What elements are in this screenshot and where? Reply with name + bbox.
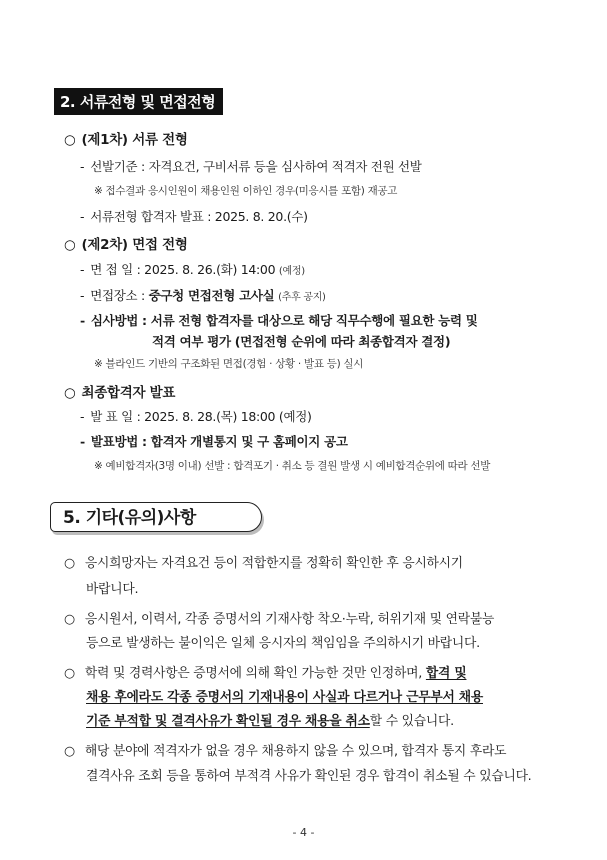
second-stage-heading: ○ (제2차) 면접 전형: [64, 237, 188, 253]
circle-bullet-icon: ○: [64, 666, 75, 681]
circle-bullet-icon: ○: [64, 744, 75, 759]
notice-4-line1: ○ 해당 분야에 적격자가 없을 경우 채용하지 않을 수 있으며, 합격자 통지 후라도: [64, 744, 507, 759]
section-2-header: 2. 서류전형 및 면접전형: [54, 88, 223, 115]
notice-1-line2: 바랍니다.: [86, 582, 139, 597]
notice-4-line2: 결격사유 조회 등을 통하여 부적격 사유가 확인된 경우 합격이 취소될 수 있습니다.: [86, 769, 532, 784]
circle-bullet-icon: ○: [64, 237, 76, 253]
interview-date: - 면 접 일 : 2025. 8. 26.(화) 14:00 (예정): [80, 262, 305, 277]
notice-1-line1: ○ 응시희망자는 자격요건 등이 적합한지를 정확히 확인한 후 응시하시기: [64, 556, 463, 571]
circle-bullet-icon: ○: [64, 132, 76, 148]
page-number: - 4 -: [292, 826, 315, 839]
first-stage-heading: ○ (제1차) 서류 전형: [64, 132, 188, 148]
final-result-heading: ○ 최종합격자 발표: [64, 385, 176, 401]
circle-bullet-icon: ○: [64, 385, 76, 401]
notice-3-line3: 기준 부적합 및 결격사유가 확인될 경우 채용을 취소할 수 있습니다.: [86, 714, 454, 729]
notice-2-line2: 등으로 발생하는 불이익은 일체 응시자의 책임임을 주의하시기 바랍니다.: [86, 636, 480, 651]
notice-3-line2: 채용 후에라도 각종 증명서의 기재내용이 사실과 다르거나 근무부서 채용: [86, 690, 483, 705]
final-announcement-date: - 발 표 일 : 2025. 8. 28.(목) 18:00 (예정): [80, 409, 312, 424]
selection-criteria: - 선발기준 : 자격요건, 구비서류 등을 심사하여 적격자 전원 선발: [80, 159, 422, 174]
announcement-method: - 발표방법 : 합격자 개별통지 및 구 홈페이지 공고: [80, 434, 348, 449]
interview-place: - 면접장소 : 중구청 면접전형 고사실 (추후 공지): [80, 288, 326, 303]
evaluation-method-line2: 적격 여부 평가 (면접전형 순위에 따라 최종합격자 결정): [152, 334, 451, 349]
notice-3-line1: ○ 학력 및 경력사항은 증명서에 의해 확인 가능한 것만 인정하며, 합격 및: [64, 666, 467, 681]
section-5-header: 5. 기타(유의)사항: [50, 502, 262, 532]
circle-bullet-icon: ○: [64, 556, 75, 571]
notice-2-line1: ○ 응시원서, 이력서, 각종 증명서의 기재사항 착오·누락, 허위기재 및 연락불능: [64, 612, 495, 627]
blind-interview-note: ※ 블라인드 기반의 구조화된 면접(경험 · 상황 · 발표 등) 실시: [94, 358, 364, 370]
evaluation-method-line1: - 심사방법 : 서류 전형 합격자를 대상으로 해당 직무수행에 필요한 능력 및: [80, 313, 478, 328]
document-result-date: - 서류전형 합격자 발표 : 2025. 8. 20.(수): [80, 209, 308, 224]
circle-bullet-icon: ○: [64, 612, 75, 627]
reserve-candidate-note: ※ 예비합격자(3명 이내) 선발 : 합격포기 · 취소 등 결원 발생 시 예비합격순위에 따라 선발: [94, 460, 491, 472]
reannouncement-note: ※ 접수결과 응시인원이 채용인원 이하인 경우(미응시를 포함) 재공고: [94, 185, 398, 197]
